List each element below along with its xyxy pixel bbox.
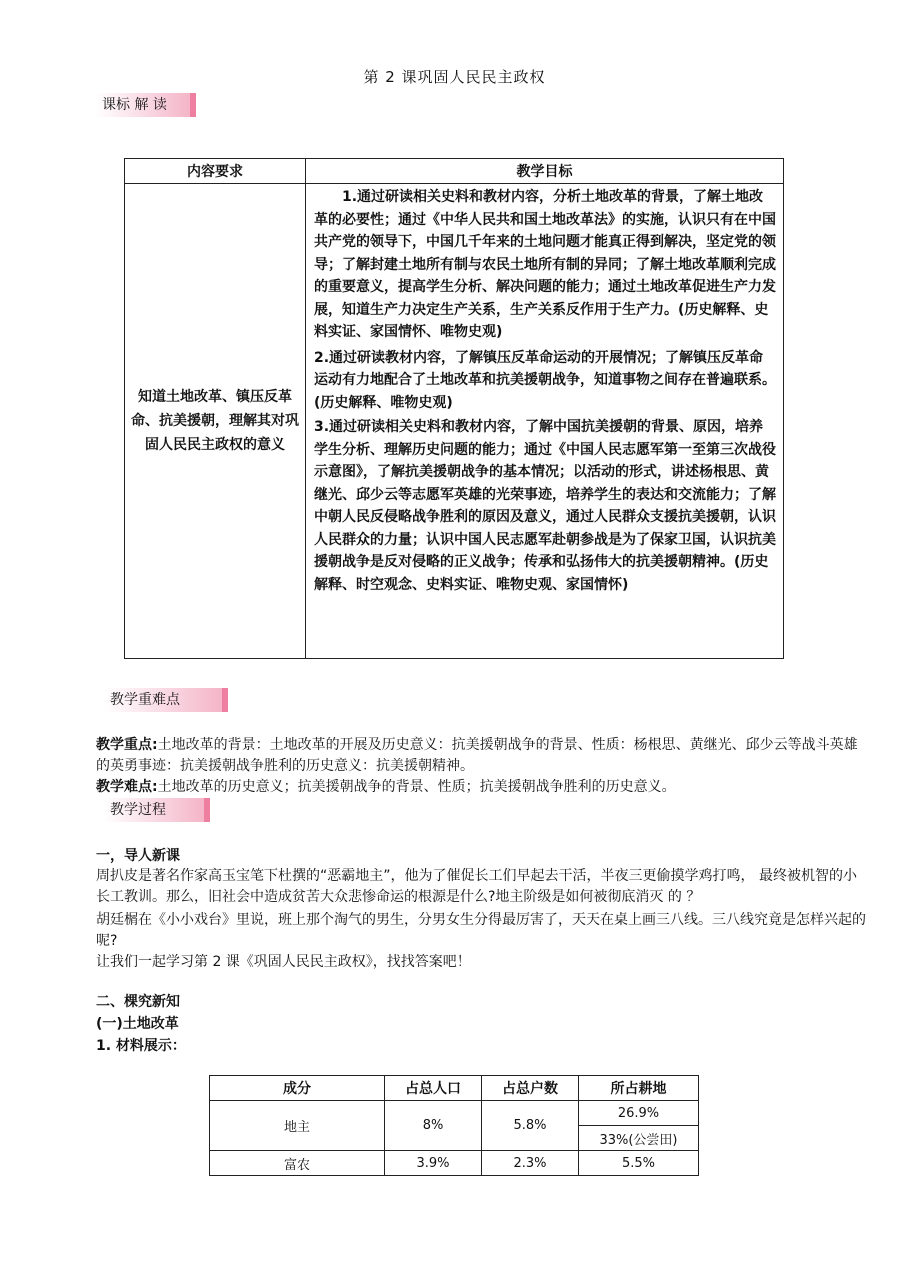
table-row <box>210 1151 699 1176</box>
focus-paragraph <box>96 735 866 777</box>
objective-3: 3.通过研读相关史料和教材内容，了解中国抗美援朝的背景、原因，培养学生分析、理解历史问题的能力；通过《中国人民志愿军第一至第三次战役示意图》，了解抗美援朝战争的基本情况；以活动的形式，讲述杨根思、黄继光、邱少云等志愿军英雄的光荣事迹，培养学生的表达和交流能力；了解中朝人民反侵略战争胜利的原因及意义，通过人民群众支援抗美援朝，认识人民群众的力量；认识中国人民志愿军赴朝参战是为了保家卫国，认识抗美援朝战争是反对侵略的正义战争；传承和弘扬伟大的抗美援朝精神。(历史解释、时空观念、史料实证、唯物史观、家国情怀) <box>314 419 776 593</box>
objectives-cell <box>306 184 784 659</box>
key-points-block <box>96 735 866 798</box>
subsection-heading-land-reform: (一)土地改革 <box>96 1016 179 1032</box>
difficulty-label: 教学难点: <box>96 779 158 795</box>
material-item-heading: 1. 材料展示： <box>96 1038 186 1054</box>
table-cell-name: 富农 <box>210 1151 385 1176</box>
table-header-population: 占总人口 <box>385 1076 482 1101</box>
table-header-objectives: 教学目标 <box>306 159 784 184</box>
intro-paragraph-3: 让我们一起学习第 2 课《巩固人民民主政权》，找找答案吧！ <box>96 954 471 970</box>
focus-label: 教学重点: <box>96 737 158 753</box>
objective-2: 2.通过研读教材内容，了解镇压反革命运动的开展情况；了解镇压反革命运动有力地配合了土地改革和抗美援朝战争，知道事物之间存在普遍联系。(历史解释、唯物史观) <box>314 349 776 411</box>
table-cell-population: 3.9% <box>385 1151 482 1176</box>
table-cell-population: 8% <box>385 1101 482 1151</box>
land-data-table <box>209 1075 699 1176</box>
table-cell-land: 33%(公尝田) <box>579 1126 699 1151</box>
table-cell-households: 5.8% <box>482 1101 579 1151</box>
table-header-land: 所占耕地 <box>579 1076 699 1101</box>
objectives-table <box>124 158 784 659</box>
table-header-requirement: 内容要求 <box>125 159 306 184</box>
requirement-cell: 知道土地改革、镇压反革命、抗美援朝，理解其对巩固人民民主政权的意义 <box>125 184 306 659</box>
table-cell-name: 地主 <box>210 1101 385 1151</box>
section-heading-intro: 一，导人新课 <box>96 848 180 864</box>
difficulty-paragraph <box>96 777 866 798</box>
table-header-class: 成分 <box>210 1076 385 1101</box>
table-header-row <box>125 159 784 184</box>
focus-text: 土地改革的背景：土地改革的开展及历史意义：抗美援朝战争的背景、性质：杨根思、黄继光、邱少云等战斗英雄的英勇事迹：抗美援朝战争胜利的历史意义：抗美援朝精神。 <box>96 737 858 774</box>
section-tag-standards: 课标 解 读 <box>96 93 196 117</box>
table-header-households: 占总户数 <box>482 1076 579 1101</box>
intro-paragraph-2: 胡廷榍在《小小戏台》里说，班上那个淘气的男生，分男女生分得最厉害了，天天在桌上画三八线。三八线究竟是怎样兴起的呢? <box>96 912 866 949</box>
section-tag-key-points: 教学重难点 <box>104 688 228 712</box>
section-heading-explore: 二、棵究新知 <box>96 994 180 1010</box>
objective-1: 1.通过研读相关史料和教材内容，分析土地改革的背景，了解土地改革的必要性；通过《中华人民共和国土地改革法》的实施，认识只有在中国共产党的领导下，中国几千年来的土地问题才能真正得到解决，坚定党的领导；了解封建土地所有制与农民土地所有制的异同；了解土地改革顺利完成的重要意义，提高学生分析、解决问题的能力；通过土地改革促进生产力发展，知道生产力决定生产关系，生产关系反作用于生产力。(历史解释、史料实证、家国情怀、唯物史观) <box>314 189 776 340</box>
table-header-row <box>210 1076 699 1101</box>
table-row <box>210 1101 699 1126</box>
difficulty-text: 土地改革的历史意义；抗美援朝战争的背景、性质；抗美援朝战争胜利的历史意义。 <box>157 779 676 795</box>
table-cell-land: 5.5% <box>579 1151 699 1176</box>
table-cell-land: 26.9% <box>579 1101 699 1126</box>
table-row <box>125 184 784 659</box>
section-tag-process: 教学过程 <box>104 798 210 822</box>
intro-text <box>96 866 866 973</box>
table-cell-households: 2.3% <box>482 1151 579 1176</box>
intro-paragraph-1: 周扒皮是著名作家高玉宝笔下杜撰的“恶霸地主”，他为了催促长工们早起去干活，半夜三更偷摸学鸡打鸣， 最终被机智的小长工教训。那么，旧社会中造成贫苦大众悲惨命运的根源是什么?地主阶级是如何被彻底消灭 的 ？ <box>96 868 857 905</box>
page-title: 第 2 课巩固人民民主政权 <box>363 68 546 86</box>
